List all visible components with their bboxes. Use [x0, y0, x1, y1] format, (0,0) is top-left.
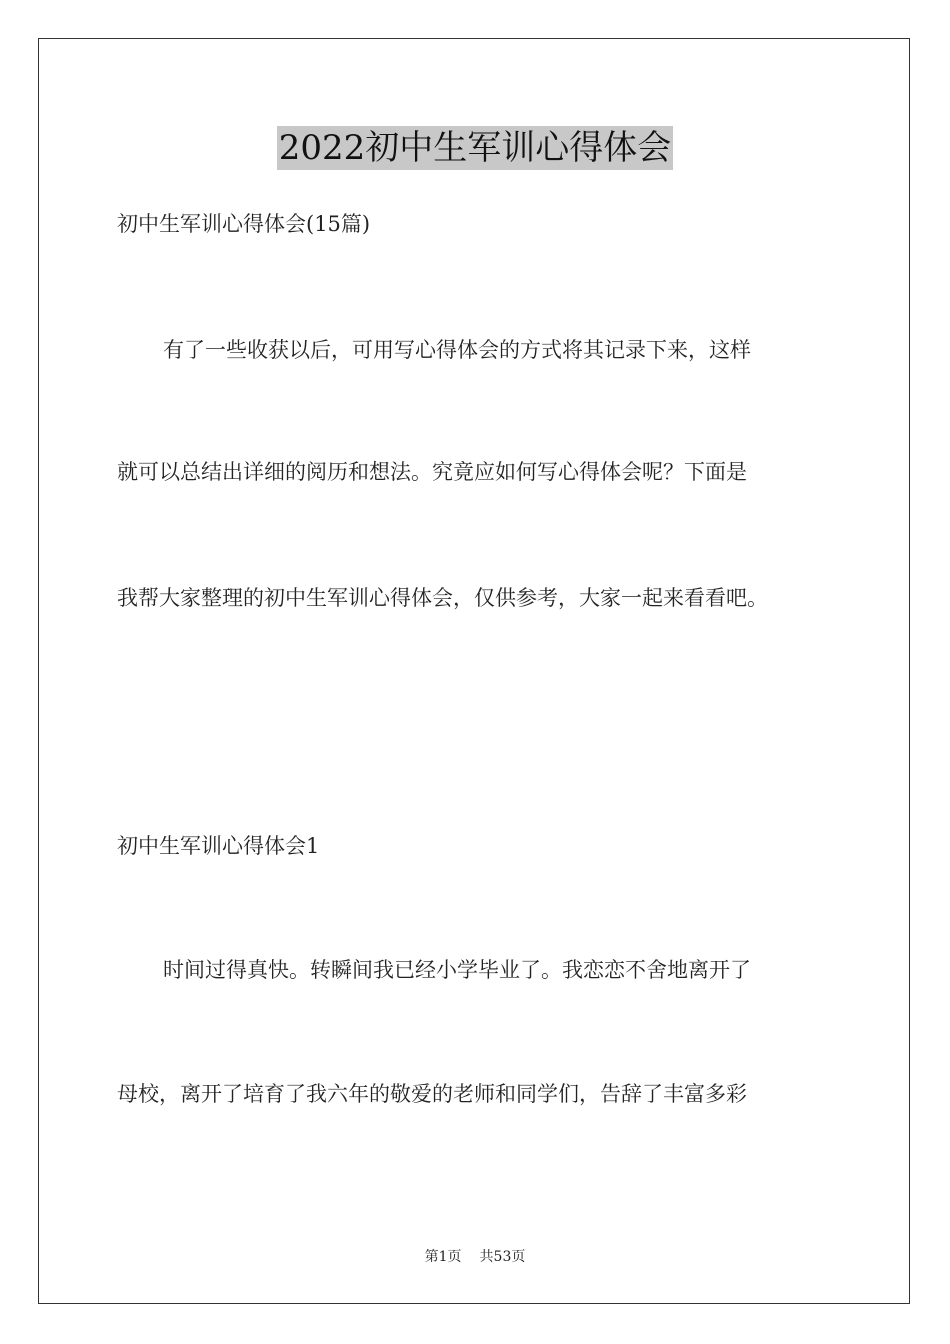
section-heading: 初中生军训心得体会1 — [117, 834, 320, 858]
intro-line-3: 我帮大家整理的初中生军训心得体会，仅供参考，大家一起来看看吧。 — [117, 586, 768, 610]
section-line-1: 时间过得真快。转瞬间我已经小学毕业了。我恋恋不舍地离开了 — [163, 958, 751, 982]
total-pages: 共53页 — [479, 1249, 526, 1265]
intro-line-2: 就可以总结出详细的阅历和想法。究竟应如何写心得体会呢？下面是 — [117, 460, 747, 484]
section-line-2: 母校，离开了培育了我六年的敬爱的老师和同学们，告辞了丰富多彩 — [117, 1082, 747, 1106]
document-subtitle: 初中生军训心得体会(15篇) — [117, 212, 371, 236]
page-number: 第1页 — [424, 1249, 462, 1265]
document-title: 2022初中生军训心得体会 — [278, 128, 672, 168]
page-footer — [0, 1247, 950, 1267]
intro-line-1: 有了一些收获以后，可用写心得体会的方式将其记录下来，这样 — [163, 338, 751, 362]
title-container — [0, 126, 950, 170]
